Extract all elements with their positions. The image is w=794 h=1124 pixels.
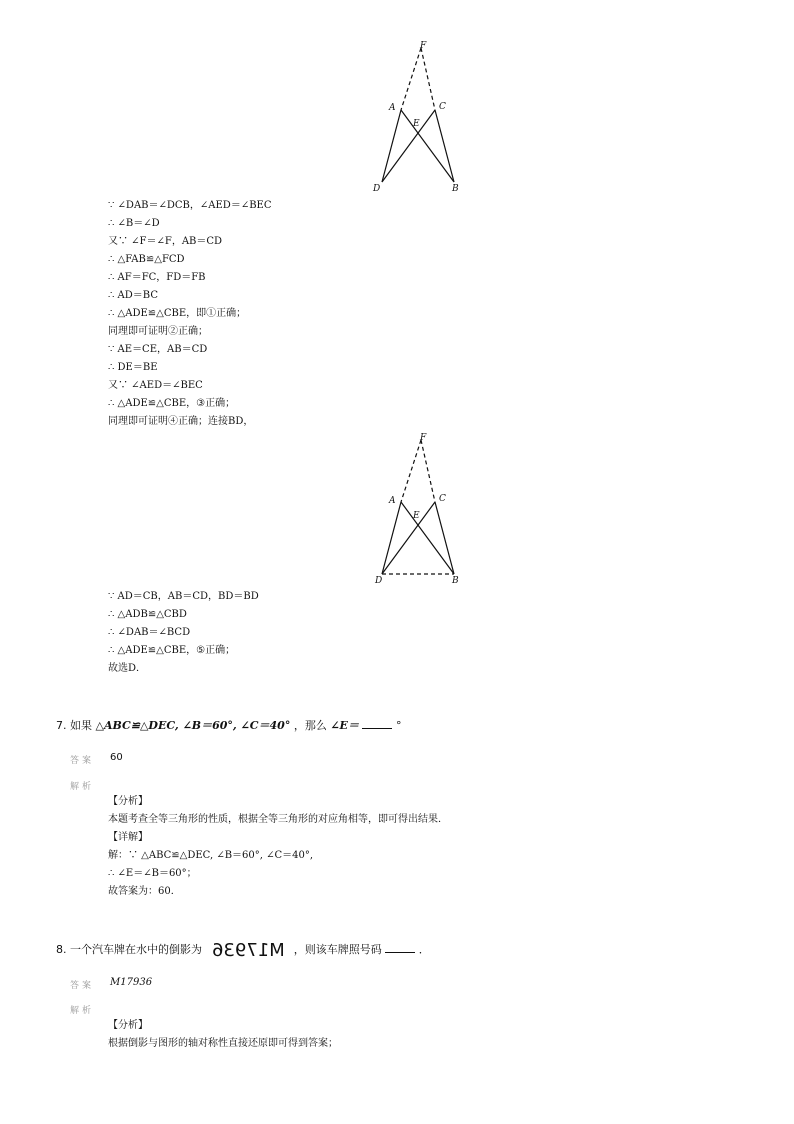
dashed-FC	[421, 440, 435, 502]
proof-line: ∵ AE＝CE，AB＝CD	[108, 344, 208, 355]
label-C: C	[439, 102, 446, 112]
proof-line: 故选D．	[108, 663, 147, 674]
label-E: E	[413, 511, 420, 521]
label-D: D	[373, 184, 381, 194]
q8-analysis-label: 解析	[70, 1006, 95, 1016]
proof-line: ∴ ∠B＝∠D	[108, 218, 160, 229]
proof-line: ∴ DE＝BE	[108, 362, 158, 373]
q7-solution-line: 故答案为：60．	[108, 886, 181, 897]
q7-mid: ，那么	[293, 719, 327, 732]
q8-mirrored-plate: M17936	[211, 940, 285, 961]
q8-answer-label: 答案	[70, 981, 95, 991]
q8-answer-blank	[385, 943, 415, 953]
segment-AD	[382, 110, 401, 182]
proof-line: ∴ △ADE≌△CBE，③正确；	[108, 398, 236, 409]
label-A: A	[389, 103, 396, 113]
q7-solution-line: 解：∵ △ABC≌△DEC, ∠B＝60°, ∠C＝40°,	[108, 850, 314, 861]
label-B: B	[452, 576, 459, 586]
q7-analysis-label: 解析	[70, 782, 95, 792]
label-A: A	[389, 496, 396, 506]
dashed-FC	[421, 48, 435, 110]
proof-line: ∴ △ADB≌△CBD	[108, 609, 187, 620]
proof-line: ∵ AD＝CB，AB＝CD，BD＝BD	[108, 591, 259, 602]
proof-line: ∴ △ADE≌△CBE，⑤正确；	[108, 645, 236, 656]
segment-CB	[435, 110, 454, 182]
label-B: B	[452, 184, 459, 194]
proof-line: ∴ AD＝BC	[108, 290, 158, 301]
proof-line: 同理即可证明②正确；	[108, 326, 208, 337]
proof-line: ∴ AF＝FC，FD＝FB	[108, 272, 206, 283]
q8-prefix: 8. 一个汽车牌在水中的倒影为	[56, 943, 202, 956]
q8-suffix: ，则该车牌照号码	[293, 943, 382, 956]
segment-AD	[382, 502, 401, 574]
q7-solution-line: ∴ ∠E＝∠B＝60°；	[108, 868, 197, 879]
proof-line: ∴ ∠DAB＝∠BCD	[108, 627, 191, 638]
q7-answer-blank	[362, 719, 392, 729]
q8-fenxi-text: 根据倒影与图形的轴对称性直接还原即可得到答案；	[108, 1038, 338, 1049]
proof-line: 同理即可证明④正确；连接BD，	[108, 416, 254, 427]
question-7	[56, 717, 401, 733]
triangle-figure-2	[365, 430, 465, 590]
label-F: F	[420, 433, 427, 443]
q7-answer: 60	[110, 752, 123, 763]
proof-line: ∵ ∠DAB＝∠DCB，∠AED＝∠BEC	[108, 200, 272, 211]
proof-line: 又∵ ∠F＝∠F，AB＝CD	[108, 236, 223, 247]
q7-math2: ∠E＝	[330, 719, 359, 732]
q7-answer-label: 答案	[70, 756, 95, 766]
q7-prefix: 7. 如果	[56, 719, 92, 732]
segment-CB	[435, 502, 454, 574]
q8-fenxi-title: 【分析】	[108, 1020, 148, 1031]
proof-line: 又∵ ∠AED＝∠BEC	[108, 380, 203, 391]
proof-line: ∴ △ADE≌△CBE，即①正确；	[108, 308, 247, 319]
q7-fenxi-title: 【分析】	[108, 796, 148, 807]
question-8	[56, 940, 430, 961]
q7-fenxi-text: 本题考查全等三角形的性质，根据全等三角形的对应角相等，即可得出结果．	[108, 814, 448, 825]
q7-xiangjie-title: 【详解】	[108, 832, 148, 843]
q7-math: △ABC≌△DEC, ∠B＝60°, ∠C＝40°	[95, 719, 291, 732]
label-C: C	[439, 494, 446, 504]
proof-line: ∴ △FAB≌△FCD	[108, 254, 185, 265]
q8-answer: M17936	[110, 977, 153, 988]
label-D: D	[375, 576, 383, 586]
label-F: F	[420, 41, 427, 51]
triangle-figure-1	[365, 38, 465, 198]
q8-end: ．	[418, 943, 430, 956]
label-E: E	[413, 119, 420, 129]
q7-suffix: °	[395, 719, 402, 732]
dashed-FA	[401, 48, 421, 110]
dashed-FA	[401, 440, 421, 502]
